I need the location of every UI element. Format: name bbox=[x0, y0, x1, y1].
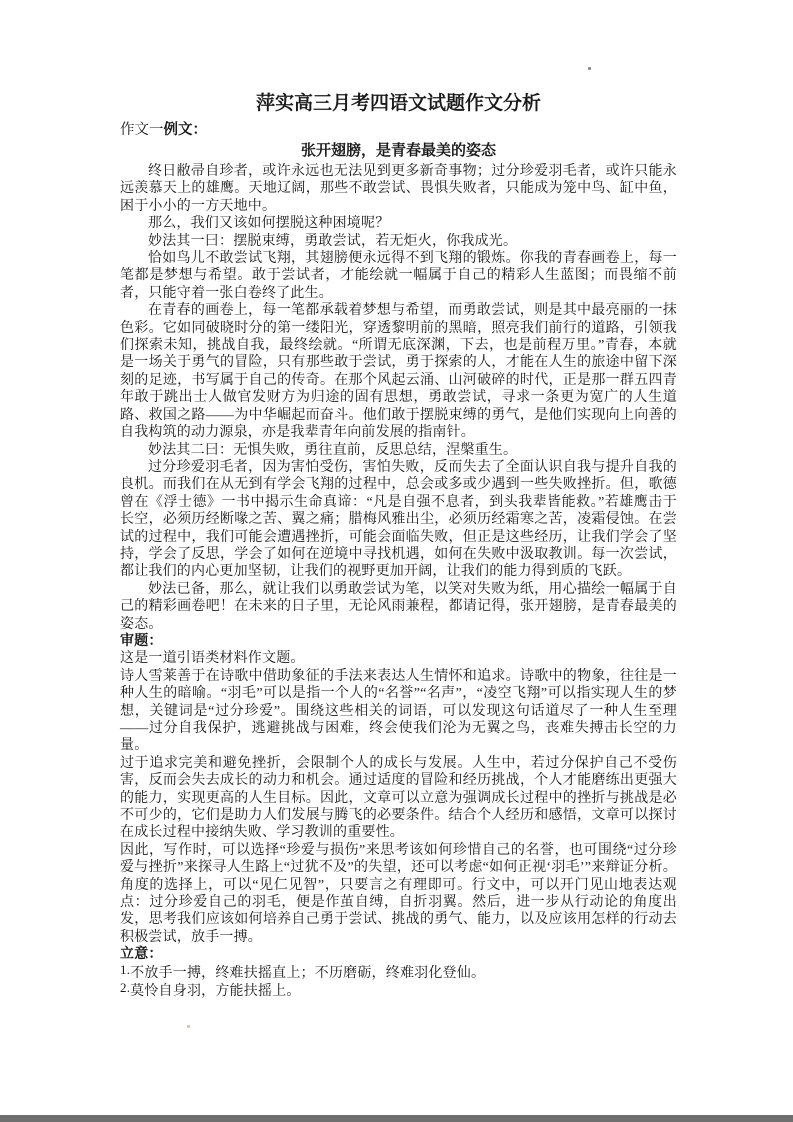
shenti-section bbox=[120, 633, 677, 946]
page-speck-artifact bbox=[588, 67, 591, 70]
essay-paragraph: 过分珍爱羽毛者，因为害怕受伤，害怕失败，反而失去了全面认识自我与提升自我的良机。而我们在从无到有学会飞翔的过程中，总会或多或少遇到一些失败挫折。但，歌德曾在《浮士德》一书中揭示生命真谛：“凡是自强不息者，到头我辈皆能救。”若雄鹰击于长空，必须历经断喙之苦、翼之痛；腊梅风雅出尘，必须历经霜寒之苦，凌霜侵蚀。在尝试的过程中，我们可能会遭遇挫折，可能会面临失败，但正是这些经历，让我们学会了坚持，学会了反思，学会了如何在逆境中寻找机遇，如何在失败中汲取教训。每一次尝试，都让我们的内心更加坚韧，让我们的视野更加开阔，让我们的能力得到质的飞跃。 bbox=[120, 459, 677, 580]
shenti-heading: 审题： bbox=[120, 633, 163, 649]
essay-paragraph: 恰如鸟儿不敢尝试飞翔，其翅膀便永远得不到飞翔的锻炼。你我的青春画卷上，每一笔都是梦想与希望。敢于尝试者，才能绘就一幅属于自己的精彩人生蓝图；而畏缩不前者，只能守着一张白卷终了此生。 bbox=[120, 251, 677, 301]
bottom-edge-bar bbox=[0, 1115, 793, 1122]
liyi-item bbox=[120, 961, 677, 982]
shenti-paragraph: 诗人雪莱善于在诗歌中借助象征的手法来表达人生情怀和追求。诗歌中的物象，往往是一种人生的暗喻。“羽毛”可以是指一个人的“名誉”“名声”，“凌空飞翔”可以指实现人生的梦想，关键词是“过分珍爱”。围绕这些相关的词语，可以发现这句话道尽了一种人生至理——过分自我保护，逃避挑战与困难，终会使我们沦为无翼之鸟，丧难失搏击长空的力量。 bbox=[120, 668, 677, 754]
shenti-paragraph: 因此，写作时，可以选择“珍爱与损伤”来思考该如何珍惜自己的名誉，也可围绕“过分珍爱与挫折”来探寻人生路上“过犹不及”的失望，还可以考虑“如何正视‘羽毛’”来辩证分析。角度的选择上，可以“见仁见智”，只要言之有理即可。行文中，可以开门见山地表达观点：过分珍爱自己的羽毛，便是作茧自缚，自折羽翼。然后，进一步从行动论的角度出发，思考我们应该如何培养自己勇于尝试、挑战的勇气、能力，以及应该用怎样的行动去积极尝试，放手一搏。 bbox=[120, 842, 677, 945]
essay-section-label bbox=[120, 121, 677, 140]
page-title: 萍实高三月考四语文试题作文分析 bbox=[255, 93, 541, 114]
essay-section-label-prefix: 作文一 bbox=[120, 122, 164, 138]
essay-paragraph: 妙法已备，那么，就让我们以勇敢尝试为笔，以笑对失败为纸，用心描绘一幅属于自己的精彩画卷吧！在未来的日子里，无论风雨兼程，都请记得，张开翅膀，是青春最美的姿态。 bbox=[120, 581, 677, 632]
essay-paragraph: 那么，我们又该如何摆脱这种困境呢？ bbox=[148, 216, 390, 232]
liyi-item-text: 不放手一搏，终难扶摇直上；不历磨砺，终难羽化登仙。 bbox=[130, 965, 486, 981]
essay-paragraph: 妙法其二曰：无惧失败，勇往直前，反思总结，涅槃重生。 bbox=[148, 442, 518, 458]
liyi-item bbox=[120, 982, 677, 1000]
essay-paragraph: 妙法其一曰：摆脱束缚，勇敢尝试，若无炬火，你我成光。 bbox=[148, 233, 518, 249]
essay-title: 张开翅膀，是青春最美的姿态 bbox=[300, 143, 496, 159]
shenti-paragraph: 这是一道引语类材料作文题。 bbox=[120, 651, 305, 667]
essay-paragraph: 终日敝帚自珍者，或许永远也无法见到更多新奇事物；过分珍爱羽毛者，或许只能永远羡慕天上的雄鹰。天地辽阔，那些不敢尝试、畏惧失败者，只能成为笼中鸟、缸中鱼，困于小小的一方天地中。 bbox=[120, 164, 677, 214]
liyi-item-number: 2. bbox=[120, 980, 131, 996]
essay-section bbox=[120, 141, 677, 633]
shenti-paragraph: 过于追求完美和避免挫折，会限制个人的成长与发展。人生中，若过分保护自己不受伤害，反而会失去成长的动力和机会。通过适度的冒险和经历挑战，个人才能磨练出更强大的能力，实现更高的人生目标。因此，文章可以立意为强调成长过程中的挫折与挑战是必不可少的，它们是助力人们发展与腾飞的必要条件。结合个人经历和感悟，文章可以探讨在成长过程中接纳失败、学习教训的重要性。 bbox=[120, 755, 677, 841]
liyi-item-number: 1. bbox=[120, 961, 131, 977]
essay-paragraph: 在青春的画卷上，每一笔都承载着梦想与希望，而勇敢尝试，则是其中最亮丽的一抹色彩。它如同破晓时分的第一缕阳光，穿透黎明前的黑暗，照亮我们前行的道路，引领我们探索未知，挑战自我，最终绘就。“所谓无底深渊，下去，也是前程万里。”青春，本就是一场关于勇气的冒险，只有那些敢于尝试，勇于探索的人，才能在人生的旅途中留下深刻的足迹，书写属于自己的传奇。在那个风起云涌、山河破碎的时代，正是那一群五四青年敢于跳出士人做官发财方为归途的固有思想，勇敢尝试，寻求一条更为宽广的人生道路、救国之路——为中华崛起而奋斗。他们敢于摆脱束缚的勇气，是他们实现向上向善的自我构筑的动力源泉，亦是我辈青年向前发展的指南针。 bbox=[120, 303, 677, 441]
page-content bbox=[120, 91, 677, 1001]
page-speck-artifact bbox=[187, 1025, 190, 1028]
liyi-section bbox=[120, 946, 677, 1000]
liyi-item-text: 莫怜自身羽，方能扶摇上。 bbox=[130, 984, 301, 1000]
essay-section-label-bold: 例文： bbox=[163, 122, 207, 138]
liyi-heading: 立意： bbox=[120, 947, 163, 963]
